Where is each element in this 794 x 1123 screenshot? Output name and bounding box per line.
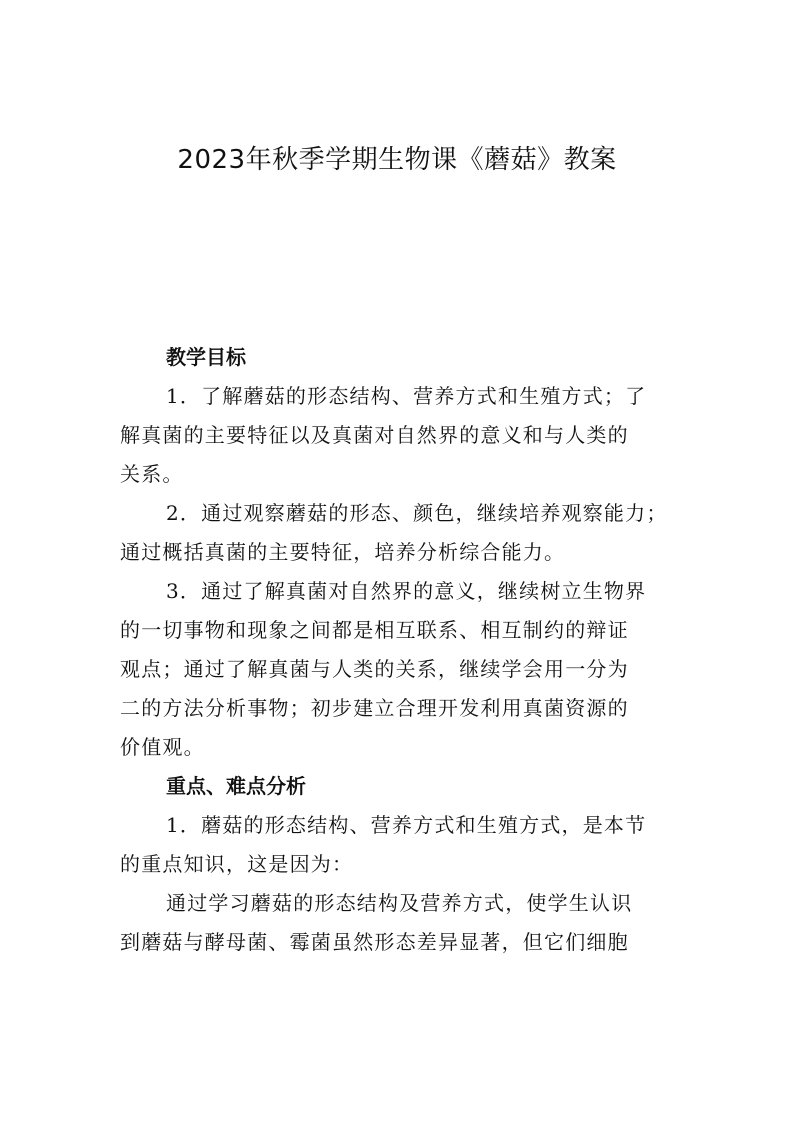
text-line: 3．通过了解真菌对自然界的意义，继续树立生物界 — [166, 579, 647, 603]
text-line: 的一切事物和现象之间都是相互联系、相互制约的辩证 — [120, 618, 629, 642]
text-line: 价值观。 — [120, 735, 205, 759]
text-line: 通过概括真菌的主要特征，培养分析综合能力。 — [120, 540, 566, 564]
text-line: 的重点知识，这是因为： — [120, 852, 354, 876]
text-line: 1．了解蘑菇的形态结构、营养方式和生殖方式；了 — [166, 384, 647, 408]
text-line: 二的方法分析事物；初步建立合理开发利用真菌资源的 — [120, 696, 629, 720]
paragraph — [120, 572, 678, 767]
text-line: 1．蘑菇的形态结构、营养方式和生殖方式，是本节 — [166, 813, 647, 837]
text-line: 解真菌的主要特征以及真菌对自然界的意义和与人类的 — [120, 423, 629, 447]
text-line: 观点；通过了解真菌与人类的关系，继续学会用一分为 — [120, 657, 629, 681]
text-line: 2．通过观察蘑菇的形态、颜色，继续培养观察能力； — [166, 501, 668, 525]
section-heading-key-points: 重点、难点分析 — [166, 774, 306, 798]
text-line: 到蘑菇与酵母菌、霉菌虽然形态差异显著，但它们细胞 — [120, 930, 629, 954]
text-line: 通过学习蘑菇的形态结构及营养方式，使学生认识 — [166, 891, 633, 915]
text-line: 关系。 — [120, 462, 184, 486]
paragraph — [120, 377, 678, 494]
paragraph — [120, 884, 678, 962]
document-body — [120, 338, 678, 962]
paragraph — [120, 494, 678, 572]
section-heading-objectives: 教学目标 — [166, 345, 246, 369]
paragraph — [120, 806, 678, 884]
document-title: 2023年秋季学期生物课《蘑菇》教案 — [177, 145, 617, 175]
